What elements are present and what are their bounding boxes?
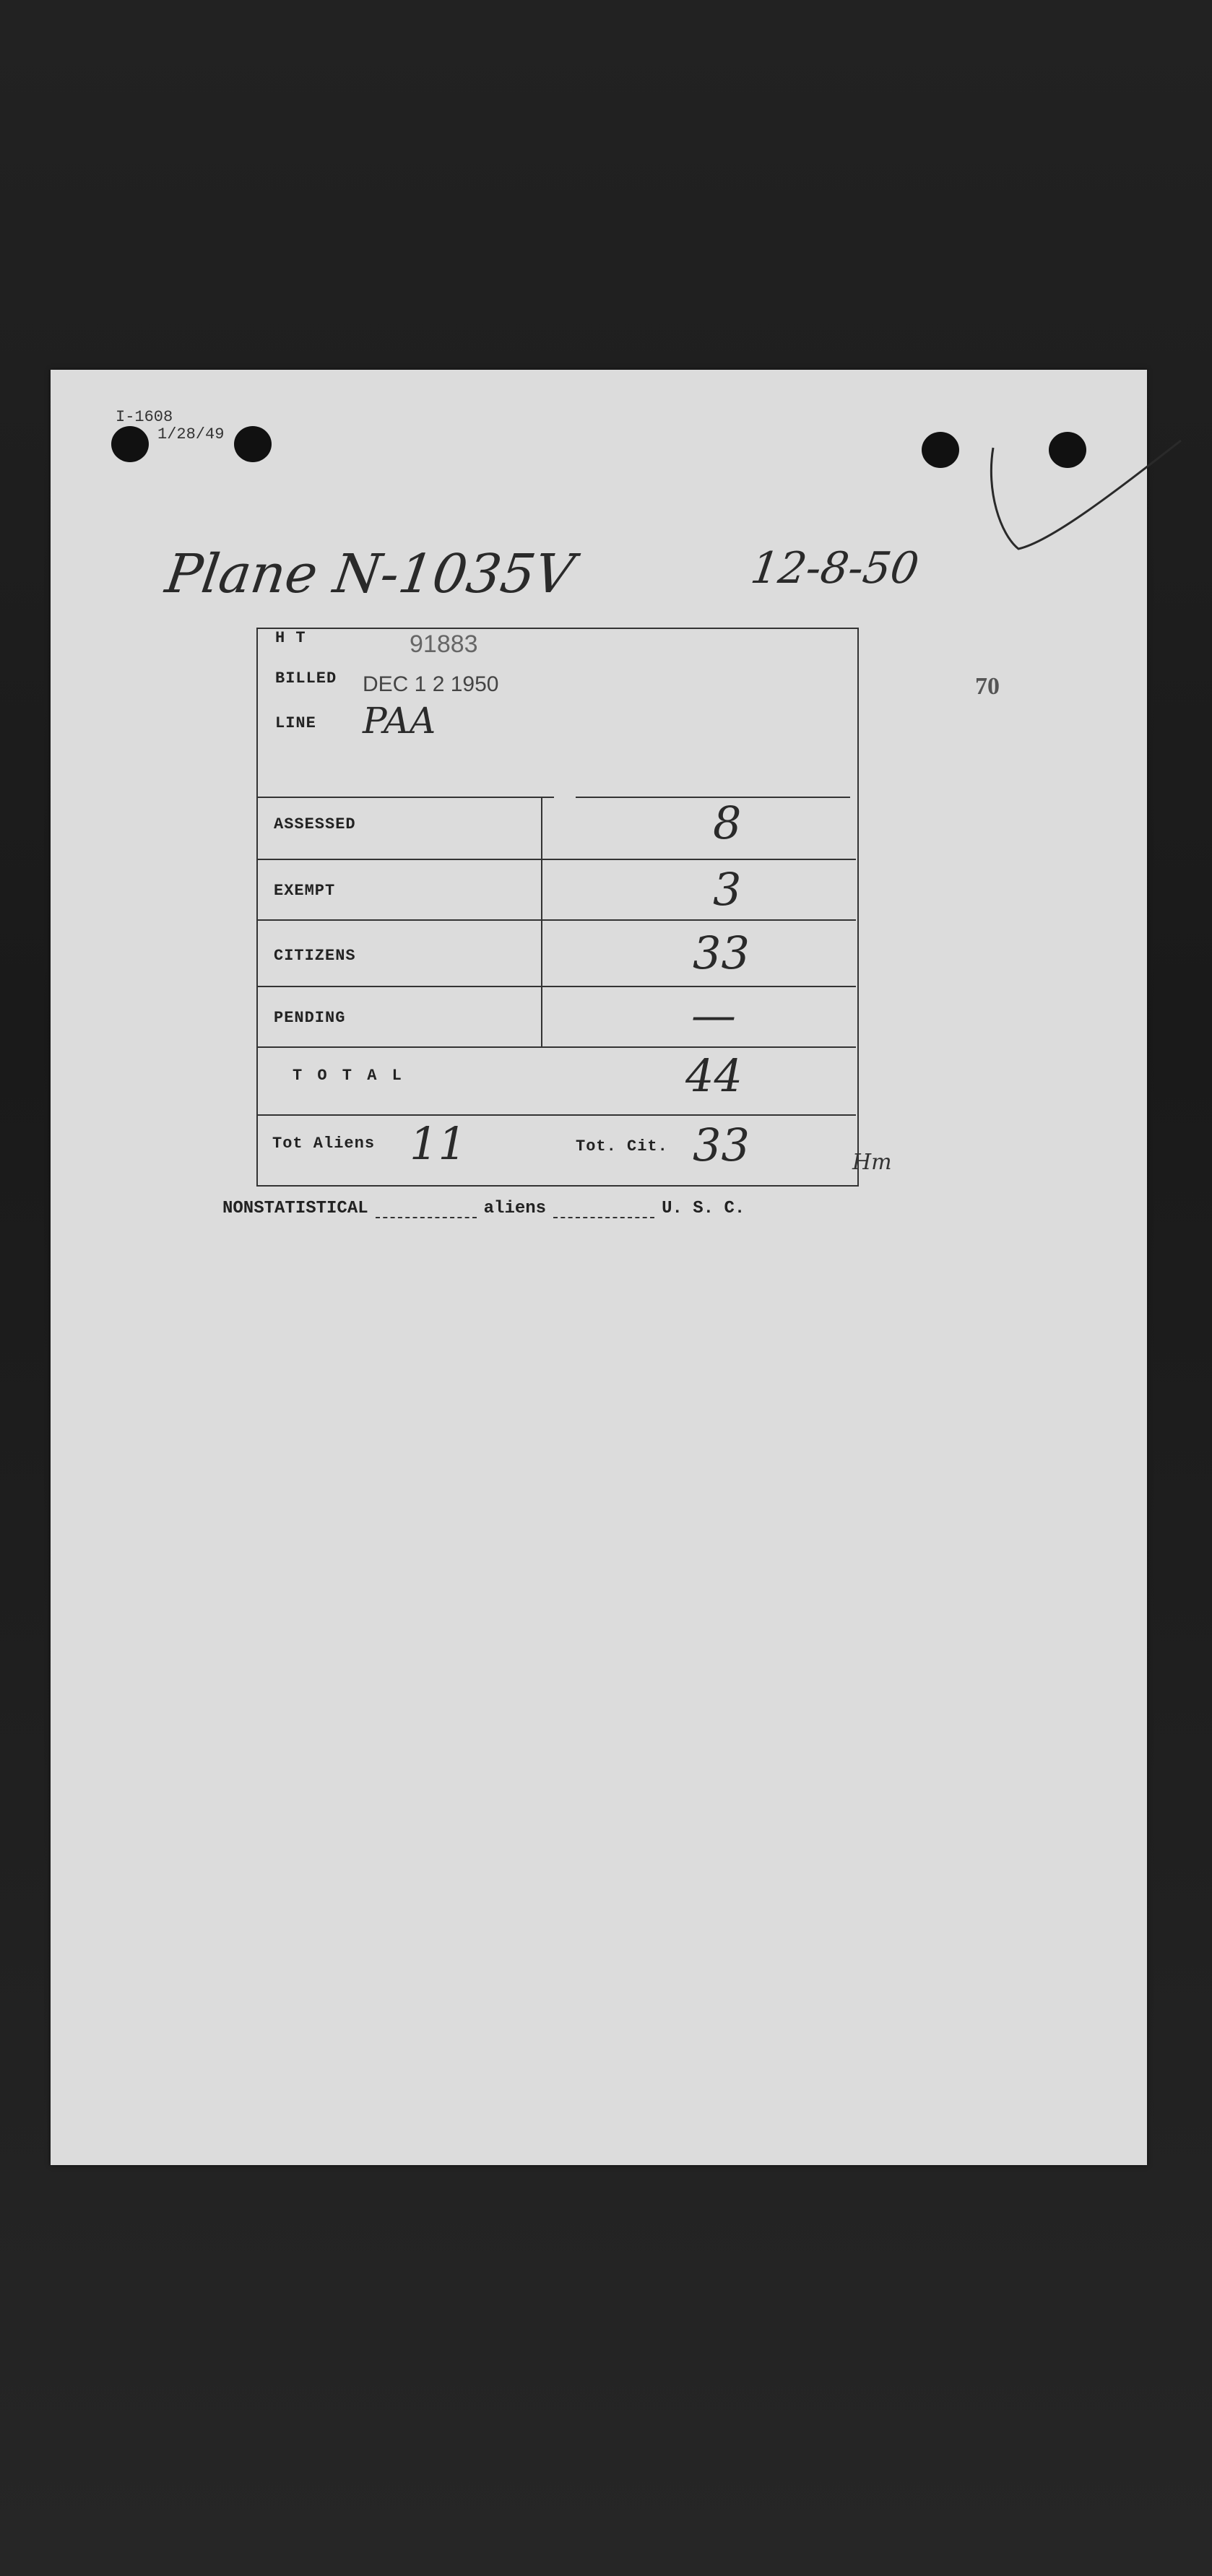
punch-hole-left-2 xyxy=(234,426,272,462)
citizens-label: CITIZENS xyxy=(274,947,356,965)
line-label: LINE xyxy=(275,714,316,732)
tot-cit-label: Tot. Cit. xyxy=(576,1137,668,1155)
divider xyxy=(258,1114,856,1116)
divider xyxy=(258,986,856,987)
clerk-initials: Hm xyxy=(852,1150,892,1175)
divider xyxy=(258,919,856,921)
total-label: T O T A L xyxy=(293,1067,404,1085)
exempt-label: EXEMPT xyxy=(274,882,336,900)
nonstatistical-line xyxy=(222,1199,745,1218)
check-mark-icon xyxy=(943,426,1188,563)
ht-label: H T xyxy=(275,629,306,647)
tally-stamp-box xyxy=(256,628,859,1187)
form-revision-date: 1/28/49 xyxy=(157,425,225,443)
pending-value: — xyxy=(691,989,736,1041)
assessed-label: ASSESSED xyxy=(274,815,356,833)
tot-aliens-label: Tot Aliens xyxy=(272,1135,376,1153)
billed-label: BILLED xyxy=(275,669,337,688)
total-value: 44 xyxy=(685,1049,743,1102)
exempt-value: 3 xyxy=(713,863,742,916)
citizens-value: 33 xyxy=(693,927,750,979)
page-number: 70 xyxy=(975,673,1000,700)
blank-line xyxy=(376,1217,477,1218)
divider xyxy=(258,859,856,860)
form-number xyxy=(116,409,224,443)
line-value: PAA xyxy=(363,700,436,742)
column-divider xyxy=(541,797,542,1048)
assessed-value: 8 xyxy=(713,797,742,849)
aliens-label: aliens xyxy=(483,1199,547,1218)
usc-label: U. S. C. xyxy=(662,1199,745,1218)
billed-date-stamp: DEC 1 2 1950 xyxy=(363,672,499,696)
handwritten-date: 12-8-50 xyxy=(748,543,922,594)
pending-label: PENDING xyxy=(274,1009,346,1027)
plane-identifier: Plane N-1035V xyxy=(161,543,579,605)
ht-number: 91883 xyxy=(410,630,478,658)
tot-cit-value: 33 xyxy=(693,1119,750,1171)
form-number-code: I-1608 xyxy=(116,408,173,426)
divider xyxy=(258,1046,856,1048)
tot-aliens-value: 11 xyxy=(410,1117,467,1170)
divider xyxy=(258,797,554,798)
blank-line xyxy=(553,1217,654,1218)
nonstatistical-label: NONSTATISTICAL xyxy=(222,1199,368,1218)
document-page xyxy=(51,370,1147,2165)
